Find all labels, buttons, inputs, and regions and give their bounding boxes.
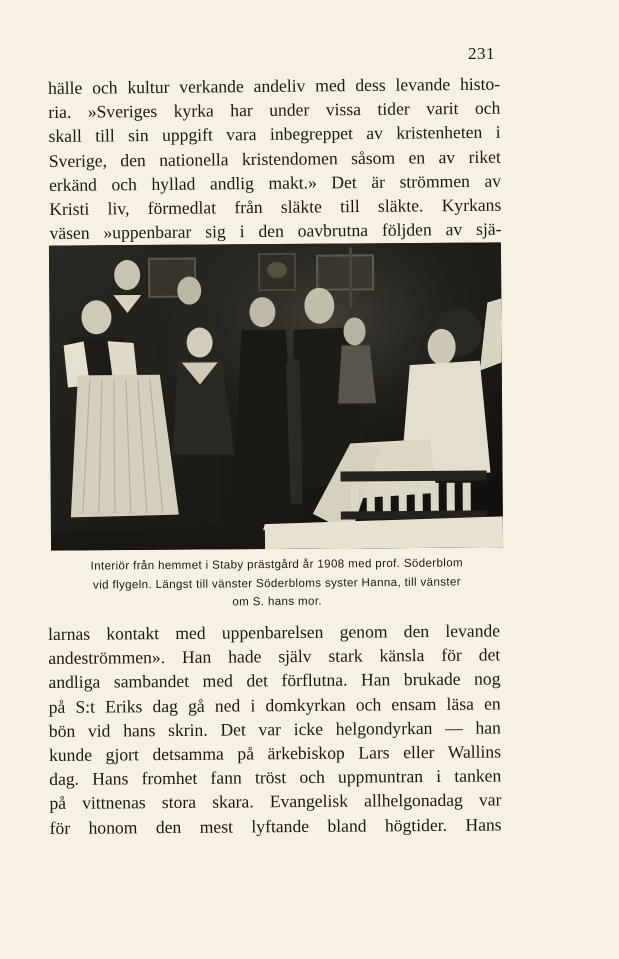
family-photograph bbox=[49, 242, 503, 550]
text-line: erkänd och hyllad andlig makt.» Det är strömmen av bbox=[48, 170, 502, 195]
text-line: på vittnenas stora skara. Evangelisk allhelgonadag var bbox=[49, 789, 502, 814]
text-line: Sverige, den nationella kristendomen såsom en av riket bbox=[48, 146, 501, 171]
top-paragraph bbox=[48, 72, 502, 246]
photo-caption bbox=[62, 554, 492, 613]
text-line: andliga sambandet med det förflutna. Han brukade nog bbox=[48, 668, 501, 693]
caption-line: Interiör från hemmet i Staby prästgård år 1908 med prof. Söderblom bbox=[90, 556, 464, 573]
caption-line: om S. hans mor. bbox=[232, 594, 323, 609]
photograph-image bbox=[49, 242, 503, 550]
text-line: kunde gjort detsamma på ärkebiskop Lars eller Wallins bbox=[48, 741, 502, 766]
text-line: dag. Hans fromhet fann tröst och uppmuntran i tanken bbox=[49, 765, 502, 790]
text-line: Kristi liv, förmedlat från släkte till släkte. Kyrkans bbox=[49, 194, 502, 220]
text-line: skall till sin uppgift vara inbegreppet av kristenheten i bbox=[48, 122, 501, 147]
text-line: på S:t Eriks dag gå ned i domkyrkan och ensam läsa en bbox=[48, 693, 501, 717]
page-number: 231 bbox=[468, 44, 495, 63]
text-line: larnas kontakt med uppenbarelsen genom den levande bbox=[48, 620, 501, 644]
text-line: väsen »uppenbarar sig i den oavbrutna följden av sjä- bbox=[49, 218, 502, 244]
text-line: bön vid hans skrin. Det var icke helgondyrkan — han bbox=[48, 717, 501, 741]
text-line: hälle och kultur verkande andeliv med dess levande histo- bbox=[48, 73, 501, 98]
caption-line: vid flygeln. Längst till vänster Söderbloms syster Hanna, till vänster bbox=[92, 574, 462, 592]
text-line: ria. »Sveriges kyrka har under vissa tider varit och bbox=[48, 97, 501, 123]
text-line: andeströmmen». Han hade själv stark känsla för det bbox=[48, 644, 501, 669]
bottom-paragraph bbox=[48, 618, 502, 839]
text-line: för honom den mest lyftande bland högtider. Hans bbox=[49, 814, 502, 838]
